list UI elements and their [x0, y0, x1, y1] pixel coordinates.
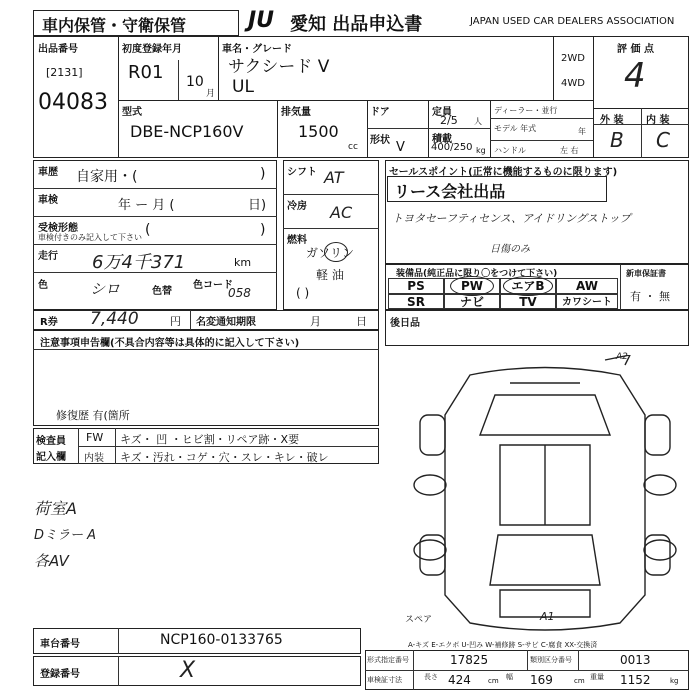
- shift-label: シフト: [287, 167, 317, 178]
- ac-label: 冷房: [287, 201, 307, 212]
- acceptance-open: (: [145, 222, 151, 238]
- acceptance-sub: 車検付きのみ記入して下さい: [38, 233, 142, 242]
- recycle-value: 7,440: [90, 309, 139, 329]
- weight-unit: kg: [670, 677, 679, 685]
- exterior-grade: B: [610, 128, 624, 152]
- length-value: 424: [448, 673, 471, 687]
- name-change-label: 名変通知期限: [196, 317, 256, 328]
- color-code-value: 058: [228, 286, 251, 300]
- interior-label: 内 装: [646, 115, 670, 126]
- fuel-gasoline: ガソリン: [306, 246, 355, 260]
- capacity-unit: 人: [474, 117, 482, 126]
- drive-2wd: 2WD: [561, 53, 585, 64]
- car-diagram: [400, 355, 690, 640]
- name-change-day: 日: [356, 315, 367, 328]
- equipment-leather: カワシート: [556, 294, 618, 309]
- plate-value: X: [180, 658, 196, 683]
- name-change-month: 月: [310, 315, 321, 328]
- mileage-label: 走行: [38, 251, 58, 262]
- damage-mark-a1: A1: [540, 610, 555, 623]
- mileage-unit: km: [234, 256, 252, 269]
- inspection-label: 車検: [38, 195, 58, 206]
- equipment-navi: ナビ: [444, 294, 500, 309]
- equipment-note: 日傷のみ: [490, 244, 530, 255]
- damage-mark-a2: A2: [616, 352, 628, 362]
- width-value: 169: [530, 673, 553, 687]
- inspector-label: 検査員: [36, 436, 66, 447]
- weight-value: 1152: [620, 673, 651, 687]
- airbag-circle: [503, 276, 553, 296]
- drive-4wd: 4WD: [561, 78, 585, 89]
- fuel-other: ( ): [296, 286, 310, 300]
- later-block: [385, 310, 689, 346]
- length-label: 長さ: [424, 673, 438, 681]
- ac-value: AC: [330, 203, 353, 222]
- fuel-diesel: 軽 油: [316, 268, 344, 282]
- recycle-label: R券: [40, 317, 58, 328]
- equipment-sr: SR: [388, 294, 444, 309]
- history-value: 自家用・(: [76, 169, 138, 185]
- repair-label: 修復歴 有(箇所: [56, 409, 130, 422]
- inspector-entry-label: 記入欄: [36, 452, 66, 463]
- shift-value: AT: [324, 168, 344, 187]
- score-value: 4: [624, 56, 646, 96]
- title-box: [33, 10, 239, 36]
- equipment-aw: AW: [556, 278, 618, 294]
- shape-value: V: [396, 140, 405, 155]
- color-value: シロ: [90, 280, 121, 298]
- association-name: JAPAN USED CAR DEALERS ASSOCIATION: [470, 16, 675, 27]
- form-title: 愛知 出品申込書: [290, 14, 423, 35]
- exterior-label: 外 装: [600, 115, 624, 126]
- width-label: 幅: [506, 673, 513, 681]
- sales-point-text: トヨタセーフティセンス、アイドリングストップ: [392, 212, 631, 225]
- color-change-label: 色替: [152, 286, 172, 297]
- history-close: ): [260, 166, 266, 182]
- capacity-value: 2/5: [440, 114, 458, 127]
- handle-unit: 左 右: [560, 146, 579, 155]
- length-unit: cm: [488, 677, 499, 685]
- equipment-tv: TV: [500, 294, 556, 309]
- spare-label: スペア: [405, 615, 433, 625]
- chassis-label: 車台番号: [40, 639, 80, 650]
- recycle-unit: 円: [170, 315, 181, 328]
- model-year-label: モデル 年式: [494, 124, 537, 133]
- lot-bracket: [2131]: [46, 66, 83, 79]
- equipment-label: 装備品(純正品に限り〇をつけて下さい): [396, 269, 558, 279]
- damage-legend: A-キズ E-エクボ U-凹み W-補修跡 S-サビ C-腐食 XX-交換済: [408, 641, 598, 649]
- score-label: 評 価 点: [617, 44, 654, 55]
- equipment-ps: PS: [388, 278, 444, 294]
- load-value: 400/250: [431, 142, 473, 153]
- load-label: 積載: [432, 134, 452, 145]
- car-grade: UL: [232, 77, 254, 97]
- displacement-value: 1500: [298, 122, 339, 141]
- lot-label: 出品番号: [38, 44, 78, 55]
- month-unit: 月: [206, 89, 216, 99]
- capacity-label: 定員: [432, 107, 452, 118]
- inspector-fw: FW: [86, 431, 104, 444]
- color-code-label: 色コード: [193, 280, 233, 291]
- note-mirror: Dミラー A: [34, 528, 97, 543]
- inspector-fw-text: キズ・ 凹 ・ヒビ割・リペア跡・X要: [120, 433, 300, 446]
- shape-label: 形状: [370, 135, 390, 146]
- acceptance-label: 受検形態: [38, 223, 78, 234]
- ju-logo: JU: [248, 8, 275, 33]
- plate-label: 登録番号: [40, 669, 80, 680]
- model-label: 型式: [122, 107, 142, 118]
- dims-label: 車検証寸法: [367, 676, 402, 684]
- sales-headline-box: [387, 176, 607, 202]
- acceptance-close: ): [260, 222, 266, 238]
- model-value: DBE-NCP160V: [130, 122, 244, 141]
- interior-grade: C: [656, 128, 670, 152]
- history-label: 車歴: [38, 167, 58, 178]
- sales-point-label: セールスポイント(正常に機能するものに限ります): [389, 167, 618, 178]
- note-cargo: 荷室A: [34, 499, 77, 518]
- dealer-label: ディーラー・並行: [494, 106, 558, 115]
- door-label: ドア: [370, 107, 390, 118]
- inspection-value: 年 ー 月 (: [118, 198, 175, 213]
- displacement-unit: cc: [348, 142, 358, 152]
- registration-label: 初度登録年月: [122, 44, 182, 55]
- color-label: 色: [38, 280, 48, 291]
- storage-title: 車内保管・守衛保管: [42, 16, 187, 35]
- car-name: サクシード V: [228, 57, 330, 77]
- year-unit: 年: [578, 127, 586, 136]
- note-various: 各AV: [34, 552, 69, 570]
- fuel-label: 燃料: [287, 235, 307, 246]
- class-number-value: 0013: [620, 653, 651, 667]
- sales-headline: リース会社出品: [394, 182, 506, 201]
- inspection-day: 日): [248, 198, 267, 213]
- registration-month: 10: [186, 74, 204, 90]
- displacement-label: 排気量: [281, 107, 311, 118]
- plate-row: [33, 656, 361, 686]
- car-label: 車名・グレード: [222, 44, 292, 55]
- mileage-value: 6万4千371: [92, 252, 186, 273]
- lot-number: 04083: [38, 90, 108, 115]
- registration-year: R01: [128, 62, 164, 83]
- equipment-pw: PW: [444, 278, 500, 294]
- inspector-interior-text: キズ・汚れ・コゲ・穴・スレ・キレ・破レ: [120, 451, 329, 464]
- weight-label: 重量: [590, 673, 604, 681]
- chassis-number: NCP160-0133765: [160, 632, 283, 648]
- load-unit: kg: [476, 146, 486, 155]
- notes-label: 注意事項申告欄(不具合内容等は具体的に記入して下さい): [40, 338, 300, 349]
- gasoline-circle: [324, 242, 348, 262]
- new-car-warranty-value: 有 ・ 無: [630, 290, 670, 303]
- width-unit: cm: [574, 677, 585, 685]
- pw-circle: [450, 276, 494, 296]
- class-number-label: 類別区分番号: [530, 656, 572, 664]
- inspector-interior: 内装: [84, 453, 104, 464]
- type-designation-value: 17825: [450, 653, 489, 667]
- handle-label: ハンドル: [494, 146, 526, 155]
- type-designation-label: 形式指定番号: [367, 656, 409, 664]
- new-car-warranty-label: 新車保証書: [626, 269, 666, 278]
- equipment-airbag: エアB: [500, 278, 556, 294]
- later-label: 後日品: [390, 318, 420, 329]
